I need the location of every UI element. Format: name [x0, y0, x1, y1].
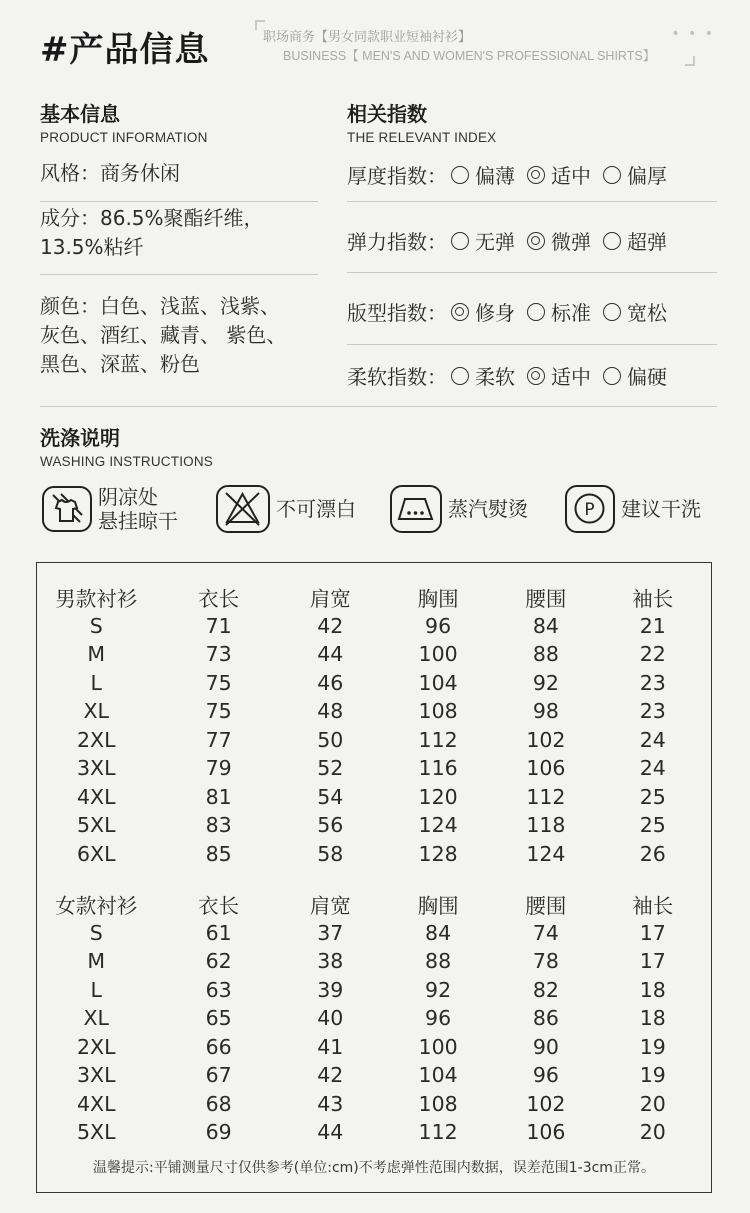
table-cell: 3XL — [76, 1063, 116, 1088]
table-cell: 19 — [639, 1063, 666, 1088]
women-size-table — [37, 890, 711, 1147]
table-cell: 4XL — [76, 784, 116, 809]
divider — [40, 201, 318, 202]
wash-label — [98, 485, 178, 533]
wash-item-steam-iron — [390, 484, 528, 534]
table-cell: 124 — [526, 841, 566, 866]
table-cell: 124 — [418, 813, 458, 838]
banner-corner-bottom-right — [685, 56, 695, 66]
table-cell: 98 — [532, 699, 559, 724]
table-cell: 21 — [639, 613, 666, 638]
composition-line: 成分：86.5%聚酯纤维， — [40, 206, 264, 230]
table-header-row — [37, 890, 711, 919]
washing-title: 洗涤说明 — [40, 426, 120, 450]
table-cell: 25 — [639, 813, 666, 838]
table-cell: 52 — [317, 756, 344, 781]
table-cell: 84 — [532, 613, 559, 638]
table-cell: 104 — [418, 670, 458, 695]
washing-header — [40, 422, 213, 469]
radio-empty-icon — [603, 367, 621, 385]
table-cell: 83 — [205, 813, 232, 838]
table-cell: 65 — [205, 1006, 232, 1031]
radio-selected-icon — [527, 367, 545, 385]
radio-empty-icon — [451, 367, 469, 385]
table-cell: 108 — [418, 699, 458, 724]
divider — [347, 272, 717, 273]
table-cell: 42 — [317, 1063, 344, 1088]
table-row — [37, 1061, 711, 1090]
table-cell: 5XL — [76, 813, 116, 838]
index-option-label: 偏厚 — [627, 164, 667, 188]
table-cell: 40 — [317, 1006, 344, 1031]
shade-dry-icon — [42, 486, 92, 532]
table-cell: 43 — [317, 1091, 344, 1116]
table-row — [37, 811, 711, 840]
table-cell: XL — [83, 699, 109, 724]
index-option-label: 超弹 — [627, 230, 667, 254]
table-cell: S — [89, 920, 103, 945]
table-cell: 胸围 — [417, 587, 459, 612]
table-cell: S — [89, 613, 103, 638]
table-cell: 19 — [639, 1034, 666, 1059]
index-option — [603, 160, 667, 189]
table-cell: 75 — [205, 699, 232, 724]
table-cell: 39 — [317, 977, 344, 1002]
index-header — [347, 98, 496, 145]
index-option-label: 无弹 — [475, 230, 515, 254]
table-row — [37, 947, 711, 976]
table-cell: 袖长 — [632, 587, 674, 612]
table-cell: 102 — [526, 1091, 566, 1116]
table-cell: 42 — [317, 613, 344, 638]
table-cell: 24 — [639, 727, 666, 752]
table-cell: 84 — [425, 920, 452, 945]
table-cell: 96 — [425, 613, 452, 638]
table-cell: 82 — [532, 977, 559, 1002]
index-option-label: 宽松 — [627, 301, 667, 325]
radio-empty-icon — [527, 303, 545, 321]
table-cell: 44 — [317, 642, 344, 667]
index-row-content — [347, 297, 717, 326]
table-cell: 衣长 — [198, 894, 240, 919]
table-cell: 2XL — [76, 1034, 116, 1059]
index-row-content — [347, 160, 717, 189]
banner-line-en: BUSINESS【 MEN'S AND WOMEN'S PROFESSIONAL SHIRTS】 — [283, 49, 656, 63]
table-cell: 73 — [205, 642, 232, 667]
wash-item-shade-dry — [42, 484, 178, 534]
table-cell: 24 — [639, 756, 666, 781]
measurement-note: 温馨提示:平铺测量尺寸仅供参考(单位:cm)不考虑弹性范围内数据，误差范围1-3cm正常。 — [93, 1160, 655, 1176]
table-cell: 46 — [317, 670, 344, 695]
table-cell: 77 — [205, 727, 232, 752]
table-cell: 腰围 — [525, 894, 567, 919]
table-cell: 18 — [639, 977, 666, 1002]
table-cell: L — [90, 670, 102, 695]
index-label: 厚度指数： — [347, 164, 447, 188]
table-cell: 66 — [205, 1034, 232, 1059]
table-cell: 41 — [317, 1034, 344, 1059]
table-row — [37, 840, 711, 869]
wash-label: 不可漂白 — [276, 497, 356, 521]
table-cell: 116 — [418, 756, 458, 781]
size-table-box — [36, 562, 712, 1193]
radio-empty-icon — [451, 166, 469, 184]
table-cell: 92 — [532, 670, 559, 695]
wash-label: 建议干洗 — [621, 497, 701, 521]
thickness-index-row — [347, 160, 717, 189]
table-cell: 88 — [425, 949, 452, 974]
table-cell: 112 — [418, 1120, 458, 1145]
index-option-label: 标准 — [551, 301, 591, 325]
table-cell: 118 — [526, 813, 566, 838]
style-info: 风格：商务休闲 — [40, 161, 180, 185]
table-cell: 44 — [317, 1120, 344, 1145]
wash-item-dry-clean — [565, 484, 701, 534]
index-option — [527, 297, 591, 326]
table-cell: 23 — [639, 699, 666, 724]
table-cell: M — [87, 642, 106, 667]
index-row-content — [347, 361, 717, 390]
index-row-content — [347, 226, 717, 255]
index-option-label: 微弹 — [551, 230, 591, 254]
index-label: 柔软指数： — [347, 365, 447, 389]
table-cell: 肩宽 — [309, 894, 351, 919]
index-option — [451, 226, 515, 255]
table-row — [37, 754, 711, 783]
radio-empty-icon — [603, 166, 621, 184]
table-cell: 17 — [639, 949, 666, 974]
color-line: 黑色、深蓝、粉色 — [40, 352, 200, 376]
radio-selected-icon — [451, 303, 469, 321]
index-subtitle: THE RELEVANT INDEX — [347, 130, 497, 145]
table-cell: 18 — [639, 1006, 666, 1031]
dry-clean-icon — [565, 485, 615, 533]
table-row — [37, 669, 711, 698]
table-cell: 男款衬衫 — [55, 587, 138, 612]
table-cell: M — [87, 949, 106, 974]
table-cell: 2XL — [76, 727, 116, 752]
table-cell: 20 — [639, 1120, 666, 1145]
index-title: 相关指数 — [347, 102, 427, 126]
table-cell: 37 — [317, 920, 344, 945]
index-option — [527, 160, 591, 189]
table-row — [37, 919, 711, 948]
table-cell: 20 — [639, 1091, 666, 1116]
table-cell: 104 — [418, 1063, 458, 1088]
index-option — [527, 226, 591, 255]
table-cell: 78 — [532, 949, 559, 974]
table-header-row — [37, 583, 711, 612]
table-cell: 100 — [418, 1034, 458, 1059]
index-option — [527, 361, 591, 390]
table-cell: 5XL — [76, 1120, 116, 1145]
table-row — [37, 976, 711, 1005]
banner-line-cn: 职场商务【男女同款职业短袖衬衫】 — [263, 30, 472, 45]
table-cell: 58 — [317, 841, 344, 866]
index-option — [603, 297, 667, 326]
wash-item-no-bleach — [216, 484, 356, 534]
table-row — [37, 612, 711, 641]
index-option-label: 偏薄 — [475, 164, 515, 188]
table-row — [37, 726, 711, 755]
table-cell: 79 — [205, 756, 232, 781]
divider — [347, 201, 717, 202]
table-cell: 86 — [532, 1006, 559, 1031]
table-cell: 85 — [205, 841, 232, 866]
section-divider — [40, 406, 717, 407]
header-banner — [255, 20, 715, 66]
table-cell: 女款衬衫 — [55, 894, 138, 919]
table-cell: 63 — [205, 977, 232, 1002]
table-cell: 68 — [205, 1091, 232, 1116]
wash-label-line: 阴凉处 — [98, 485, 158, 509]
table-cell: 112 — [526, 784, 566, 809]
svg-text:P: P — [584, 500, 595, 520]
index-option — [603, 226, 667, 255]
table-cell: 61 — [205, 920, 232, 945]
basic-info-title: 基本信息 — [40, 102, 120, 126]
index-option — [451, 361, 515, 390]
color-info — [40, 292, 318, 379]
table-cell: 106 — [526, 756, 566, 781]
steam-iron-icon — [390, 485, 442, 533]
composition-line: 13.5%粘纤 — [40, 235, 144, 259]
table-cell: 100 — [418, 642, 458, 667]
index-option-label: 偏硬 — [627, 365, 667, 389]
table-cell: 69 — [205, 1120, 232, 1145]
table-cell: 120 — [418, 784, 458, 809]
color-line: 颜色：白色、浅蓝、浅紫、 — [40, 294, 280, 318]
index-option — [603, 361, 667, 390]
table-cell: 腰围 — [525, 587, 567, 612]
radio-selected-icon — [527, 166, 545, 184]
table-cell: 38 — [317, 949, 344, 974]
banner-dots-icon: • • • — [671, 26, 715, 42]
index-label: 弹力指数： — [347, 230, 447, 254]
table-cell: 6XL — [76, 841, 116, 866]
table-cell: 90 — [532, 1034, 559, 1059]
table-cell: 袖长 — [632, 894, 674, 919]
table-cell: 衣长 — [198, 587, 240, 612]
no-bleach-icon — [216, 485, 270, 533]
table-row — [37, 783, 711, 812]
washing-subtitle: WASHING INSTRUCTIONS — [40, 454, 214, 469]
table-cell: 23 — [639, 670, 666, 695]
page-title: #产品信息 — [40, 30, 210, 70]
table-cell: 81 — [205, 784, 232, 809]
table-cell: 88 — [532, 642, 559, 667]
table-row — [37, 1090, 711, 1119]
basic-info-header — [40, 98, 208, 145]
table-cell: 22 — [639, 642, 666, 667]
table-cell: 71 — [205, 613, 232, 638]
table-cell: L — [90, 977, 102, 1002]
table-cell: 50 — [317, 727, 344, 752]
table-cell: 胸围 — [417, 894, 459, 919]
table-row — [37, 640, 711, 669]
wash-label: 蒸汽熨烫 — [448, 497, 528, 521]
divider — [347, 344, 717, 345]
radio-empty-icon — [451, 232, 469, 250]
table-cell: 48 — [317, 699, 344, 724]
index-option — [451, 160, 515, 189]
table-cell: 112 — [418, 727, 458, 752]
table-cell: 75 — [205, 670, 232, 695]
table-cell: 62 — [205, 949, 232, 974]
radio-selected-icon — [527, 232, 545, 250]
table-cell: 74 — [532, 920, 559, 945]
color-line: 灰色、酒红、藏青、 紫色、 — [40, 323, 287, 347]
table-cell: 67 — [205, 1063, 232, 1088]
elasticity-index-row — [347, 226, 717, 255]
table-cell: 3XL — [76, 756, 116, 781]
basic-info-subtitle: PRODUCT INFORMATION — [40, 130, 208, 145]
table-cell: 92 — [425, 977, 452, 1002]
table-cell: 54 — [317, 784, 344, 809]
index-label: 版型指数： — [347, 301, 447, 325]
table-cell: 25 — [639, 784, 666, 809]
composition-info — [40, 204, 318, 262]
table-cell: 26 — [639, 841, 666, 866]
index-option-label: 柔软 — [475, 365, 515, 389]
table-row — [37, 1004, 711, 1033]
table-cell: 56 — [317, 813, 344, 838]
table-cell: XL — [83, 1006, 109, 1031]
table-cell: 128 — [418, 841, 458, 866]
men-size-table — [37, 583, 711, 868]
divider — [40, 274, 318, 275]
table-cell: 108 — [418, 1091, 458, 1116]
radio-empty-icon — [603, 303, 621, 321]
index-option-label: 修身 — [475, 301, 515, 325]
table-cell: 96 — [425, 1006, 452, 1031]
table-row — [37, 1118, 711, 1147]
index-option-label: 适中 — [551, 164, 591, 188]
wash-label-line: 悬挂晾干 — [98, 509, 178, 533]
table-cell: 96 — [532, 1063, 559, 1088]
table-cell: 肩宽 — [309, 587, 351, 612]
table-row — [37, 697, 711, 726]
table-cell: 4XL — [76, 1091, 116, 1116]
table-cell: 102 — [526, 727, 566, 752]
index-option — [451, 297, 515, 326]
radio-empty-icon — [603, 232, 621, 250]
fit-index-row — [347, 297, 717, 326]
softness-index-row — [347, 361, 717, 390]
table-cell: 106 — [526, 1120, 566, 1145]
table-row — [37, 1033, 711, 1062]
table-cell: 17 — [639, 920, 666, 945]
index-option-label: 适中 — [551, 365, 591, 389]
